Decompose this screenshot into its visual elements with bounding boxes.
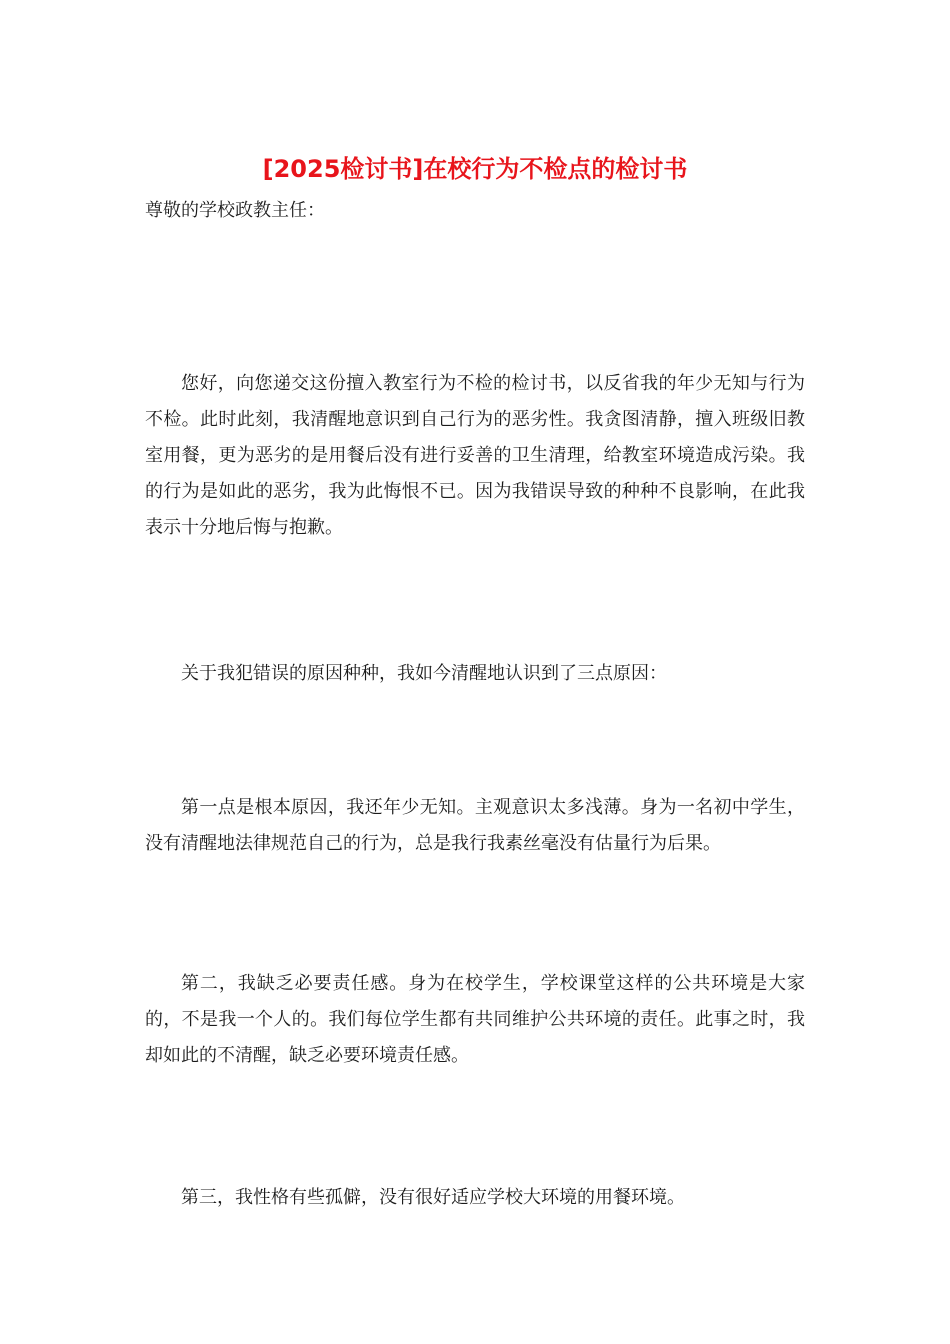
document-title: [2025检讨书]在校行为不检点的检讨书 xyxy=(262,155,688,183)
salutation: 尊敬的学校政教主任： xyxy=(145,200,325,221)
paragraph-reason-two: 第二，我缺乏必要责任感。身为在校学生，学校课堂这样的公共环境是大家的，不是我一个人的。我们每位学生都有共同维护公共环境的责任。此事之时，我却如此的不清醒，缺乏必要环境责任感。 xyxy=(145,973,805,1066)
paragraph-reason-three: 第三，我性格有些孤僻，没有很好适应学校大环境的用餐环境。 xyxy=(181,1187,685,1208)
paragraph-reasons-intro: 关于我犯错误的原因种种，我如今清醒地认识到了三点原因： xyxy=(181,663,667,684)
paragraph-greeting: 您好，向您递交这份擅入教室行为不检的检讨书，以反省我的年少无知与行为不检。此时此刻，我清醒地意识到自己行为的恶劣性。我贪图清静，擅入班级旧教室用餐，更为恶劣的是用餐后没有进行妥善的卫生清理，给教室环境造成污染。我的行为是如此的恶劣，我为此悔恨不已。因为我错误导致的种种不良影响，在此我表示十分地后悔与抱歉。 xyxy=(145,373,805,538)
paragraph-reason-one: 第一点是根本原因，我还年少无知。主观意识太多浅薄。身为一名初中学生，没有清醒地法律规范自己的行为，总是我行我素丝毫没有估量行为后果。 xyxy=(145,797,805,854)
